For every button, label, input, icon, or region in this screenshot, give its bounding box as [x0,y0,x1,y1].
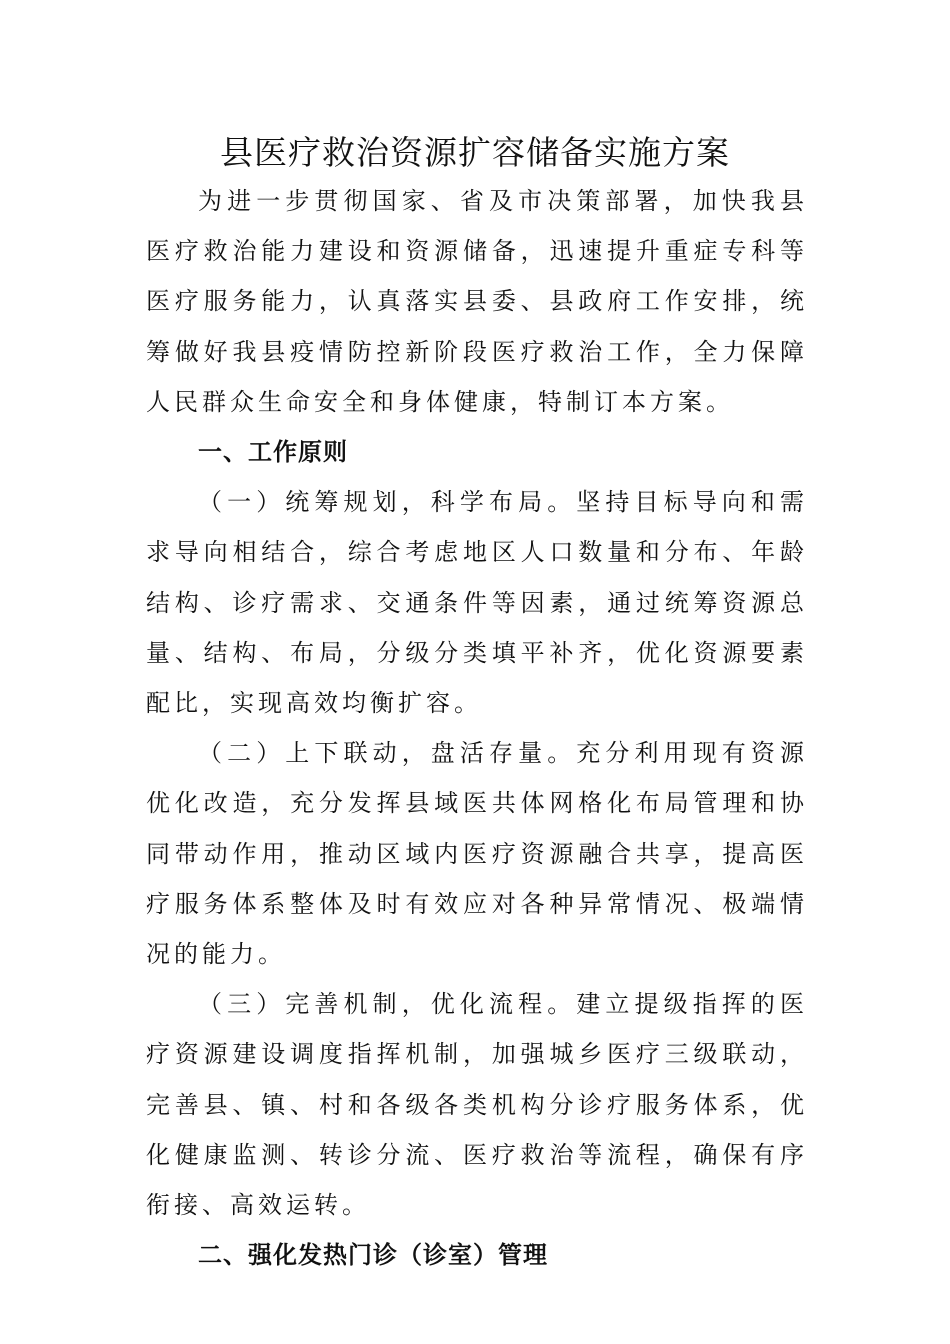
section-heading-fever-clinic: 二、强化发热门诊（诊室）管理 [198,1241,548,1270]
principle-paragraph-3: （三）完善机制，优化流程。建立提级指挥的医疗资源建设调度指挥机制，加强城乡医疗三级联动，完善县、镇、村和各级各类机构分诊疗服务体系，优化健康监测、转诊分流、医疗救治等流程，确保有序衔接、高效运转。 [146,990,808,1220]
section-heading-principles: 一、工作原则 [198,438,348,467]
principle-paragraph-2: （二）上下联动，盘活存量。充分利用现有资源优化改造，充分发挥县域医共体网格化布局管理和协同带动作用，推动区域内医疗资源融合共享，提高医疗服务体系整体及时有效应对各种异常情况、极端情况的能力。 [146,739,808,969]
principle-paragraph-1: （一）统筹规划，科学布局。坚持目标导向和需求导向相结合，综合考虑地区人口数量和分布、年龄结构、诊疗需求、交通条件等因素，通过统筹资源总量、结构、布局，分级分类填平补齐，优化资源要素配比，实现高效均衡扩容。 [146,488,808,718]
document-title: 县医疗救治资源扩容储备实施方案 [220,133,730,172]
intro-paragraph: 为进一步贯彻国家、省及市决策部署，加快我县医疗救治能力建设和资源储备，迅速提升重症专科等医疗服务能力，认真落实县委、县政府工作安排，统筹做好我县疫情防控新阶段医疗救治工作，全力保障人民群众生命安全和身体健康，特制订本方案。 [146,187,808,416]
document-body [146,176,808,1280]
